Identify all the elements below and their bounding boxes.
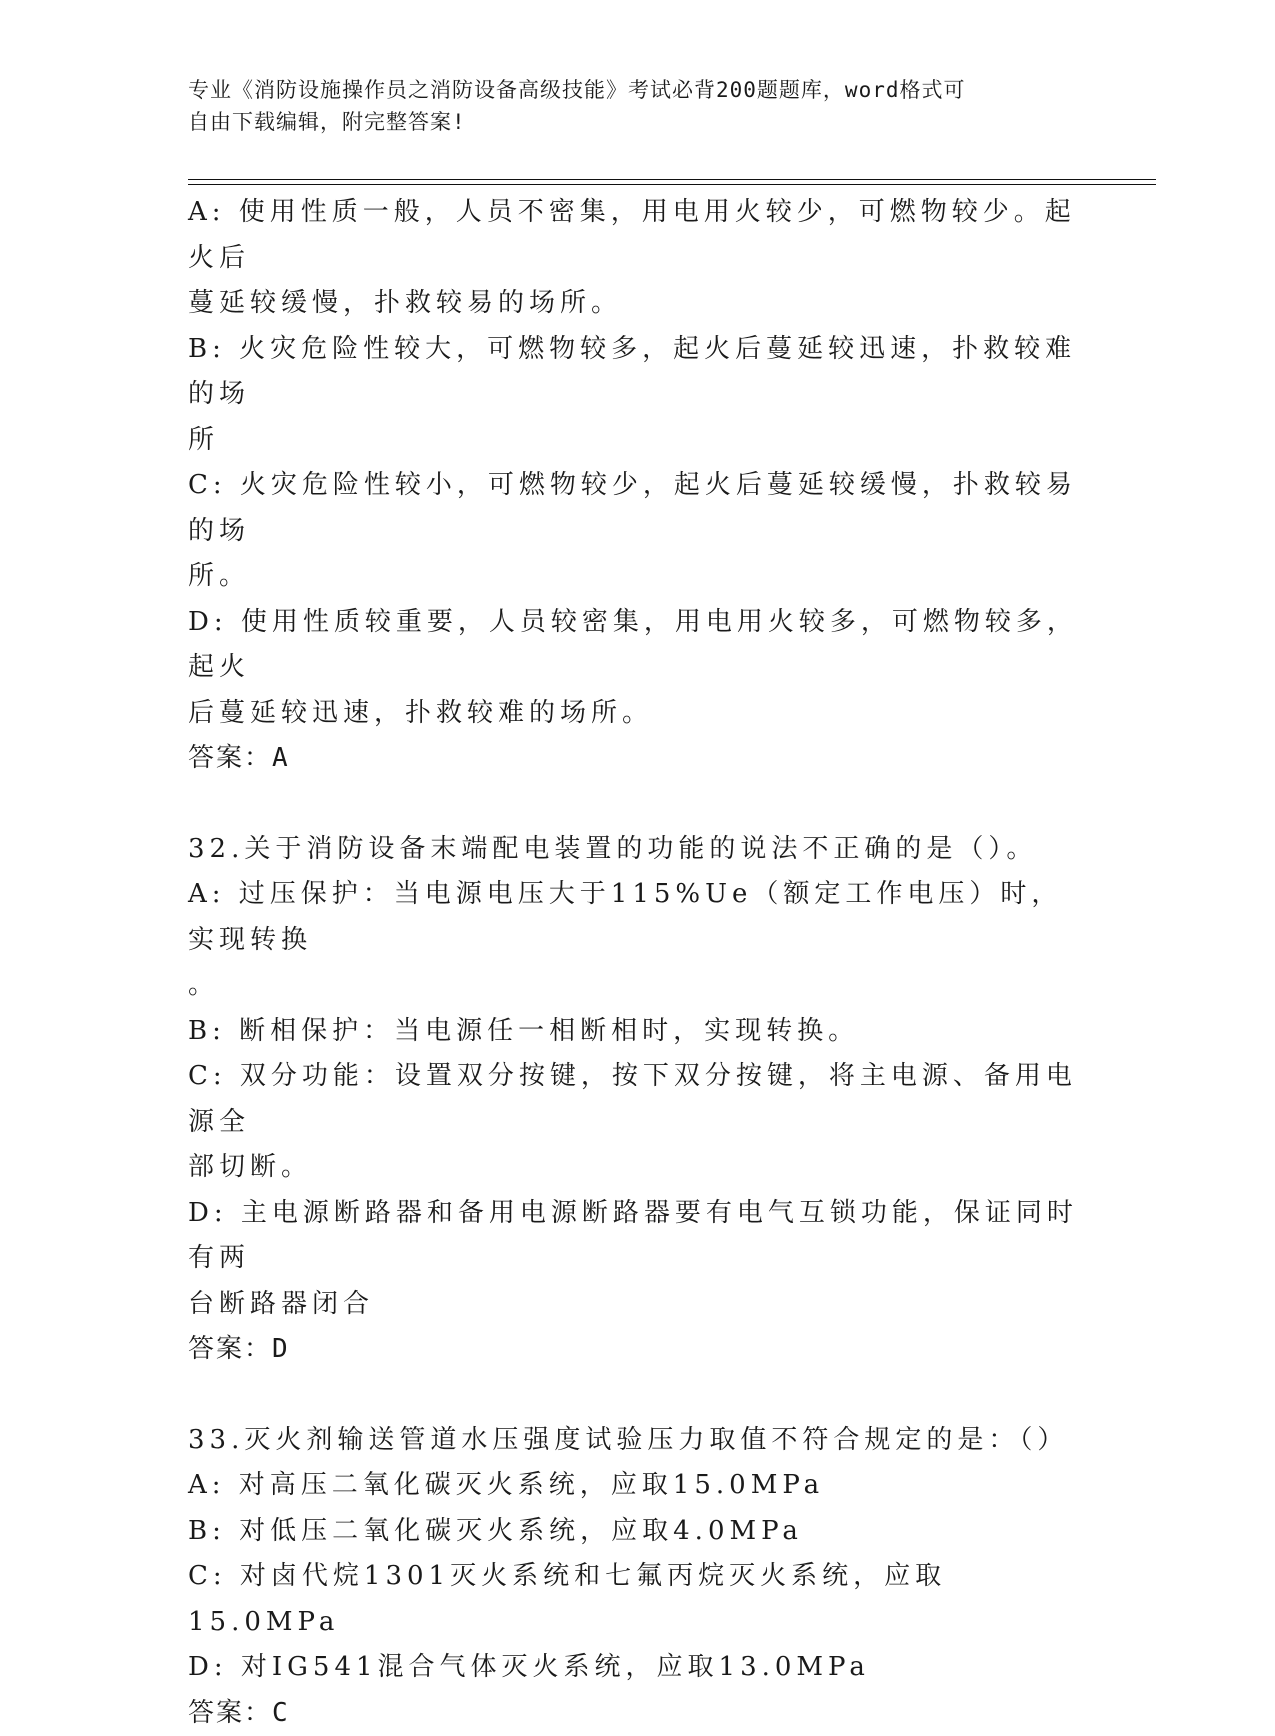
- spacer: [188, 782, 1088, 827]
- option-c-line-2: 部切断。: [188, 1145, 1088, 1191]
- answer-31: 答案：A: [188, 736, 1088, 782]
- option-d: D: 对IG541混合气体灭火系统，应取13.0MPa: [188, 1645, 1088, 1691]
- option-a: A: 对高压二氧化碳灭火系统，应取15.0MPa: [188, 1463, 1088, 1509]
- option-b-line-1: B: 火灾危险性较大，可燃物较多，起火后蔓延较迅速，扑救较难的场: [188, 327, 1088, 418]
- option-a-line-1: A: 过压保护：当电源电压大于115%Ue（额定工作电压）时，实现转换: [188, 872, 1088, 963]
- option-a-line-2: 。: [188, 963, 1088, 1009]
- answer-33: 答案：C: [188, 1691, 1088, 1736]
- option-c-line-2: 所。: [188, 554, 1088, 600]
- header-line-1: 专业《消防设施操作员之消防设备高级技能》考试必背200题题库，word格式可: [188, 74, 1068, 106]
- header-rule-bottom: [188, 184, 1156, 185]
- spacer: [188, 1373, 1088, 1418]
- option-d-line-1: D: 主电源断路器和备用电源断路器要有电气互锁功能，保证同时有两: [188, 1191, 1088, 1282]
- option-a-line-1: A: 使用性质一般，人员不密集，用电用火较少，可燃物较少。起火后: [188, 190, 1088, 281]
- option-b-line-2: 所: [188, 418, 1088, 464]
- option-c-line-1: C: 火灾危险性较小，可燃物较少，起火后蔓延较缓慢，扑救较易的场: [188, 463, 1088, 554]
- option-c-line-1: C: 双分功能：设置双分按键，按下双分按键，将主电源、备用电源全: [188, 1054, 1088, 1145]
- question-32-text: 32.关于消防设备末端配电装置的功能的说法不正确的是（）。: [188, 827, 1088, 873]
- option-b-line-1: B: 断相保护：当电源任一相断相时，实现转换。: [188, 1009, 1088, 1055]
- question-31-block: [188, 190, 1088, 782]
- document-body: [188, 190, 1088, 1736]
- option-d-line-2: 台断路器闭合: [188, 1282, 1088, 1328]
- header-line-2: 自由下载编辑，附完整答案!: [188, 106, 1068, 138]
- question-33-block: [188, 1418, 1088, 1736]
- option-d-line-1: D: 使用性质较重要，人员较密集，用电用火较多，可燃物较多，起火: [188, 600, 1088, 691]
- answer-32: 答案：D: [188, 1327, 1088, 1373]
- question-32-block: [188, 827, 1088, 1373]
- question-33-text: 33.灭火剂输送管道水压强度试验压力取值不符合规定的是：（）: [188, 1418, 1088, 1464]
- option-a-line-2: 蔓延较缓慢，扑救较易的场所。: [188, 281, 1088, 327]
- option-d-line-2: 后蔓延较迅速，扑救较难的场所。: [188, 691, 1088, 737]
- document-header: [188, 74, 1068, 138]
- header-rule-top: [188, 179, 1156, 180]
- option-c: C: 对卤代烷1301灭火系统和七氟丙烷灭火系统，应取15.0MPa: [188, 1554, 1088, 1645]
- option-b: B: 对低压二氧化碳灭火系统，应取4.0MPa: [188, 1509, 1088, 1555]
